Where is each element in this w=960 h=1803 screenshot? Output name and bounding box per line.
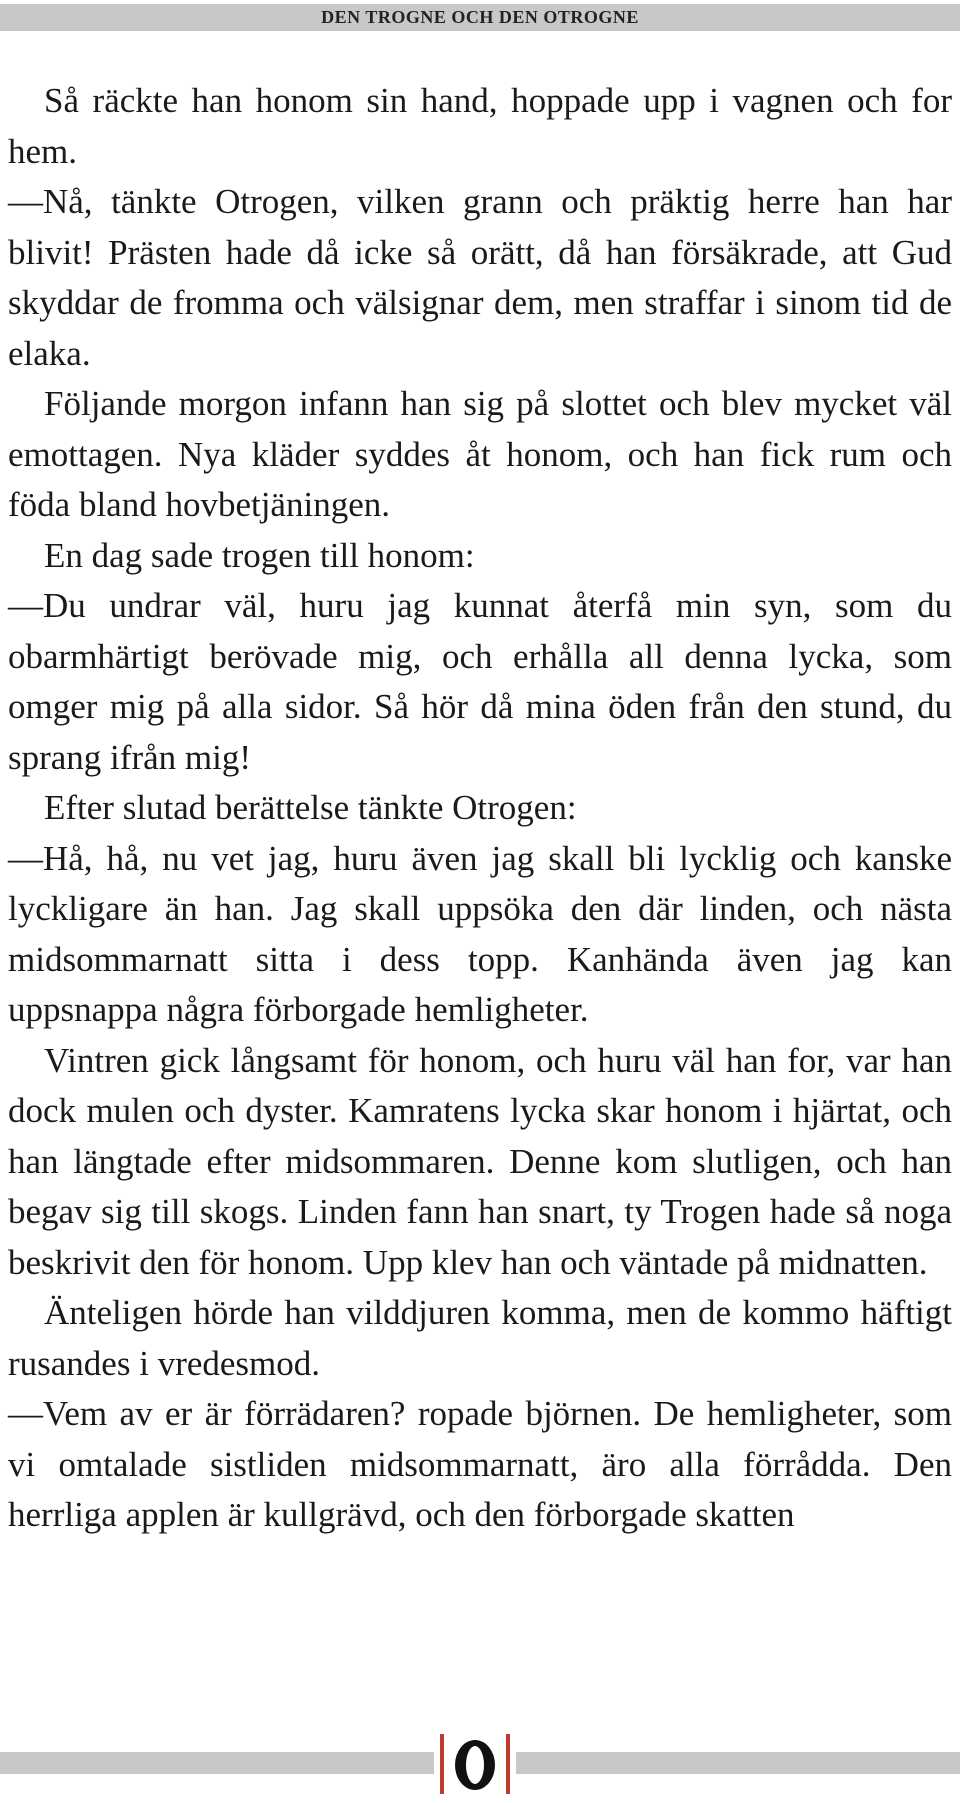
dialog-paragraph: —Nå, tänkte Otrogen, vilken grann och präktig herre han har blivit! Prästen hade då icke så orätt, då han försäkrade, att Gud skyddar de fromma och välsignar dem, men straffar i sinom tid de elaka.	[8, 182, 952, 373]
page-number: 9	[930, 1773, 938, 1789]
page-body	[8, 76, 952, 1541]
page-footer	[0, 1734, 960, 1803]
dialog-paragraph: —Vem av er är förrädaren? ropade björnen. De hemligheter, som vi omtalade sistliden midsommarnatt, äro alla förrådda. Den herrliga applen är kullgrävd, och den förborgade skatten	[8, 1394, 952, 1534]
dialog-paragraph: —Du undrar väl, huru jag kunnat återfå min syn, som du obarmhärtigt berövade mig, och erhålla all denna lycka, som omger mig på alla sidor. Så hör då mina öden från den stund, du sprang ifrån mig!	[8, 586, 952, 777]
paragraph: Följande morgon infann han sig på slottet och blev mycket väl emottagen. Nya kläder syddes åt honom, och han fick rum och föda bland hovbetjäningen.	[8, 384, 952, 524]
paragraph: Efter slutad berättelse tänkte Otrogen:	[44, 788, 577, 827]
dialog-paragraph: —Hå, hå, nu vet jag, huru även jag skall bli lycklig och kanske lyckligare än han. Jag skall uppsöka den där linden, och nästa midsommarnatt sitta i dess topp. Kanhända även jag kan uppsnappa några förborgade hemligheter.	[8, 838, 952, 1029]
paragraph: Änteligen hörde han vilddjuren komma, men de kommo häftigt rusandes i vredesmod.	[8, 1293, 952, 1383]
paragraph: Vintren gick långsamt för honom, och huru väl han for, var han dock mulen och dyster. Kamratens lycka skar honom i hjärtat, och han längtade efter midsommaren. Denne kom slutligen, och han begav sig till skogs. Linden fann han snart, ty Trogen hade så noga beskrivit den för honom. Upp klev han och väntade på midnatten.	[8, 1040, 952, 1282]
footer-rule-left	[0, 1752, 434, 1774]
publisher-logo-icon	[438, 1734, 512, 1794]
running-header-title: DEN TROGNE OCH DEN OTROGNE	[321, 7, 639, 27]
running-header	[0, 4, 960, 31]
paragraph: En dag sade trogen till honom:	[44, 535, 475, 575]
footer-rule-right	[516, 1752, 960, 1789]
paragraph: Så räckte han honom sin hand, hoppade upp i vagnen och for hem.	[8, 81, 952, 171]
